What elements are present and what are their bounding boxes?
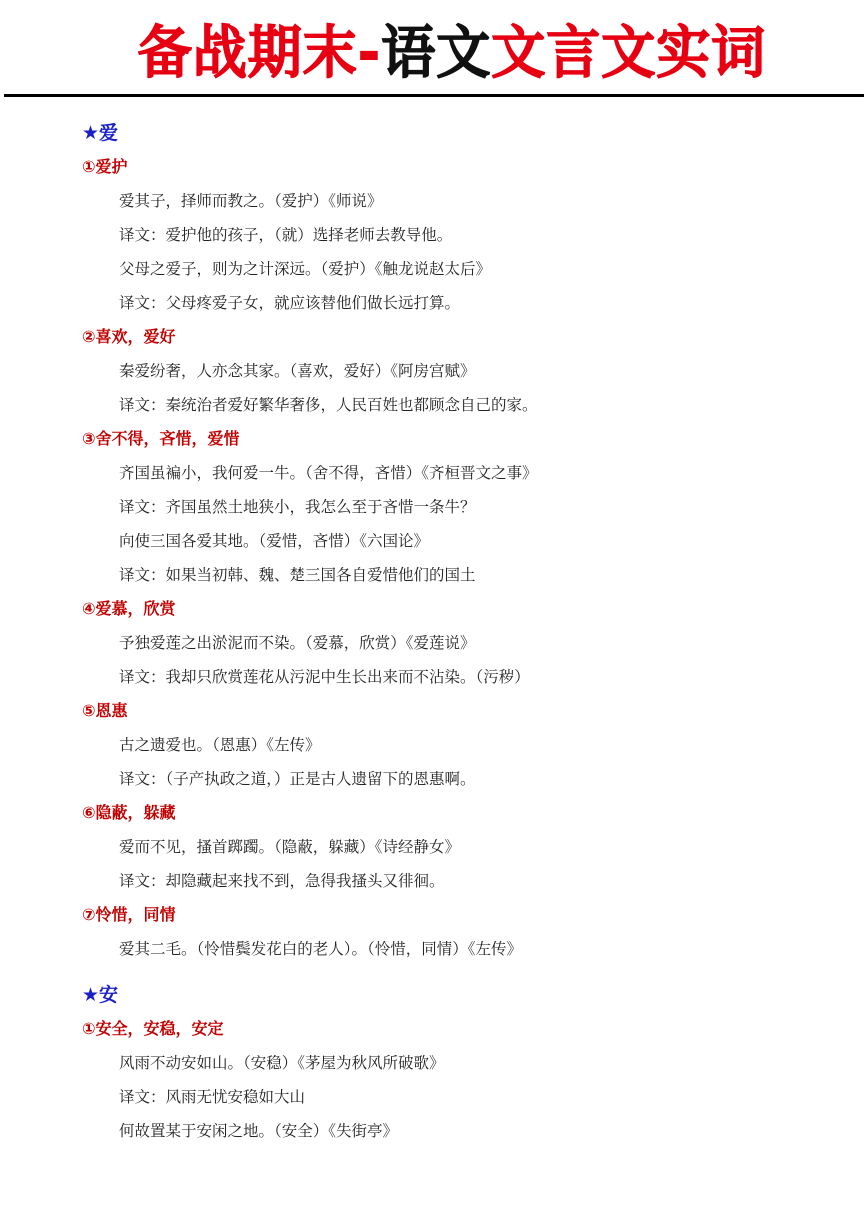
sense-block — [82, 898, 842, 966]
translation-line: 译文：我却只欣赏莲花从污泥中生长出来而不沾染。（污秽） — [119, 668, 530, 686]
entry-spacer — [82, 966, 842, 976]
entry-headword: ★安 — [82, 984, 119, 1006]
example-line: 爱其二毛。（怜惜鬓发花白的老人）。（怜惜，同情）《左传》 — [119, 940, 523, 958]
sense-block — [82, 796, 842, 898]
page-header — [0, 18, 868, 88]
example-line: 父母之爱子，则为之计深远。（爱护）《触龙说赵太后》 — [119, 260, 492, 278]
document-body — [82, 114, 842, 1148]
sense-block — [82, 592, 842, 694]
translation-line: 译文：却隐藏起来找不到，急得我搔头又徘徊。 — [119, 872, 445, 890]
example-line: 何故置某于安闲之地。（安全）《失街亭》 — [119, 1122, 399, 1140]
sense-label: ①安全，安稳，安定 — [82, 1019, 224, 1038]
entry-headword: ★爱 — [82, 122, 119, 144]
example-line: 爱而不见，搔首踯躅。（隐蔽，躲藏）《诗经静女》 — [119, 838, 461, 856]
sense-block — [82, 694, 842, 796]
page-title — [138, 16, 766, 90]
entry-an — [82, 978, 842, 1148]
sense-block — [82, 150, 842, 320]
translation-line: 译文：齐国虽然土地狭小，我怎么至于吝惜一条牛？ — [119, 498, 476, 516]
example-line: 秦爱纷奢，人亦念其家。（喜欢，爱好）《阿房宫赋》 — [119, 362, 476, 380]
sense-label: ⑥隐蔽，躲藏 — [82, 803, 176, 822]
example-line: 古之遗爱也。（恩惠）《左传》 — [119, 736, 321, 754]
title-part-subject: 语文 — [381, 19, 492, 86]
translation-line: 译文：爱护他的孩子，（就）选择老师去教导他。 — [119, 226, 453, 244]
example-line: 向使三国各爱其地。（爱惜，吝惜）《六国论》 — [119, 532, 430, 550]
example-line: 风雨不动安如山。（安稳）《茅屋为秋风所破歌》 — [119, 1054, 445, 1072]
sense-label: ⑦怜惜，同情 — [82, 905, 176, 924]
translation-line: 译文：父母疼爱子女，就应该替他们做长远打算。 — [119, 294, 461, 312]
entry-ai — [82, 116, 842, 966]
translation-line: 译文：秦统治者爱好繁华奢侈，人民百姓也都顾念自己的家。 — [119, 396, 538, 414]
example-line: 爱其子，择师而教之。（爱护）《师说》 — [119, 192, 383, 210]
title-part-prep: 备战期末- — [137, 19, 382, 86]
sense-block — [82, 1012, 842, 1148]
translation-line: 译文：如果当初韩、魏、楚三国各自爱惜他们的国土 — [119, 566, 476, 584]
sense-block — [82, 422, 842, 592]
sense-label: ⑤恩惠 — [82, 701, 128, 720]
sense-label: ④爱慕，欣赏 — [82, 599, 176, 618]
example-line: 予独爱莲之出淤泥而不染。（爱慕，欣赏）《爱莲说》 — [119, 634, 476, 652]
sense-block — [82, 320, 842, 422]
sense-label: ③舍不得，吝惜，爱惜 — [82, 429, 240, 448]
sense-label: ①爱护 — [82, 157, 128, 176]
header-divider — [4, 94, 864, 97]
translation-line: 译文：风雨无忧安稳如大山 — [119, 1088, 306, 1106]
title-part-topic: 文言文实词 — [491, 19, 767, 86]
translation-line: 译文：（子产执政之道，）正是古人遗留下的恩惠啊。 — [119, 770, 476, 788]
example-line: 齐国虽褊小，我何爱一牛。（舍不得，吝惜）《齐桓晋文之事》 — [119, 464, 538, 482]
sense-label: ②喜欢，爱好 — [82, 327, 176, 346]
